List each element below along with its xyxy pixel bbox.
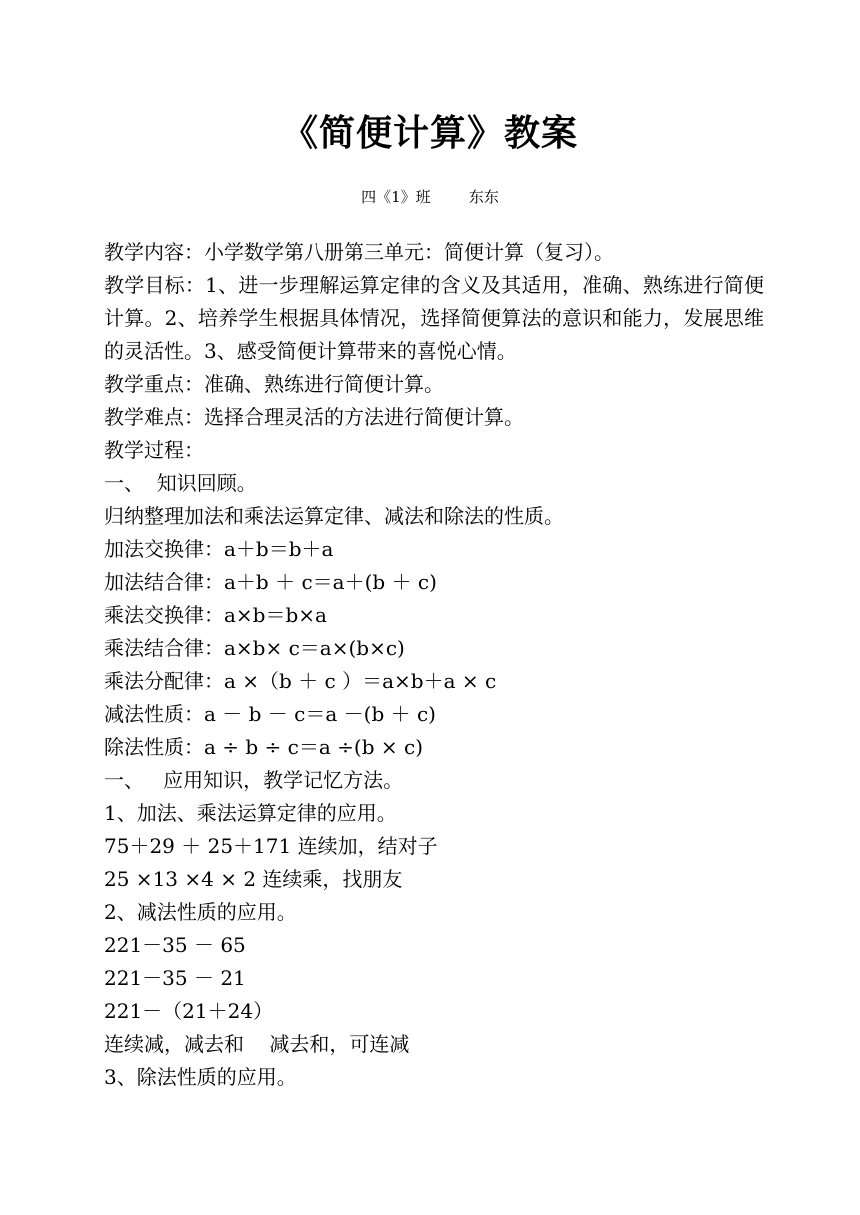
teaching-focus-line: 教学重点：准确、熟练进行简便计算。 — [104, 372, 444, 396]
formula-line: 除法性质：a ÷ b ÷ c＝a ÷(b × c) — [104, 735, 423, 759]
example-line: 75＋29 ＋ 25＋171 连续加，结对子 — [104, 834, 438, 858]
formula-line: 乘法结合律：a×b× c＝a×(b×c) — [104, 636, 405, 660]
teaching-process-heading: 教学过程： — [104, 438, 204, 462]
example-line: 25 ×13 ×4 × 2 连续乘，找朋友 — [104, 867, 403, 891]
example-line: 221－35 － 65 — [104, 933, 246, 957]
subsection-heading: 1、加法、乘法运算定律的应用。 — [104, 801, 397, 825]
formula-line: 乘法交换律：a×b＝b×a — [104, 603, 327, 627]
subsection-heading: 2、减法性质的应用。 — [104, 900, 297, 924]
teaching-goals-paragraph: 教学目标：1、进一步理解运算定律的含义及其适用，准确、熟练进行简便计算。2、培养学生根据具体情况，选择简便算法的意识和能力，发展思维的灵活性。3、感受简便计算带来的喜悦心情。 — [104, 273, 764, 363]
document-byline: 四《1》班 东东 — [361, 188, 499, 206]
formula-line: 减法性质：a － b － c＝a －(b ＋ c) — [104, 702, 436, 726]
formula-line: 加法交换律：a＋b＝b＋a — [104, 537, 334, 561]
section-heading-review: 一、 知识回顾。 — [104, 471, 257, 495]
formula-line: 加法结合律：a＋b ＋ c＝a＋(b ＋ c) — [104, 570, 437, 594]
document-body — [104, 236, 764, 1094]
example-line: 221－35 － 21 — [104, 966, 246, 990]
teaching-content-line: 教学内容：小学数学第八册第三单元：简便计算（复习）。 — [104, 240, 614, 264]
body-line: 归纳整理加法和乘法运算定律、减法和除法的性质。 — [104, 504, 564, 528]
section-heading-application: 一、 应用知识，教学记忆方法。 — [104, 768, 404, 792]
document-title: 《简便计算》教案 — [281, 112, 578, 154]
body-line: 连续减，减去和 减去和，可连减 — [104, 1032, 410, 1056]
formula-line: 乘法分配律：a ×（b ＋ c ）＝a×b＋a × c — [104, 669, 497, 693]
subsection-heading: 3、除法性质的应用。 — [104, 1065, 297, 1089]
example-line: 221－（21＋24） — [104, 999, 274, 1023]
teaching-difficulty-line: 教学难点：选择合理灵活的方法进行简便计算。 — [104, 405, 524, 429]
